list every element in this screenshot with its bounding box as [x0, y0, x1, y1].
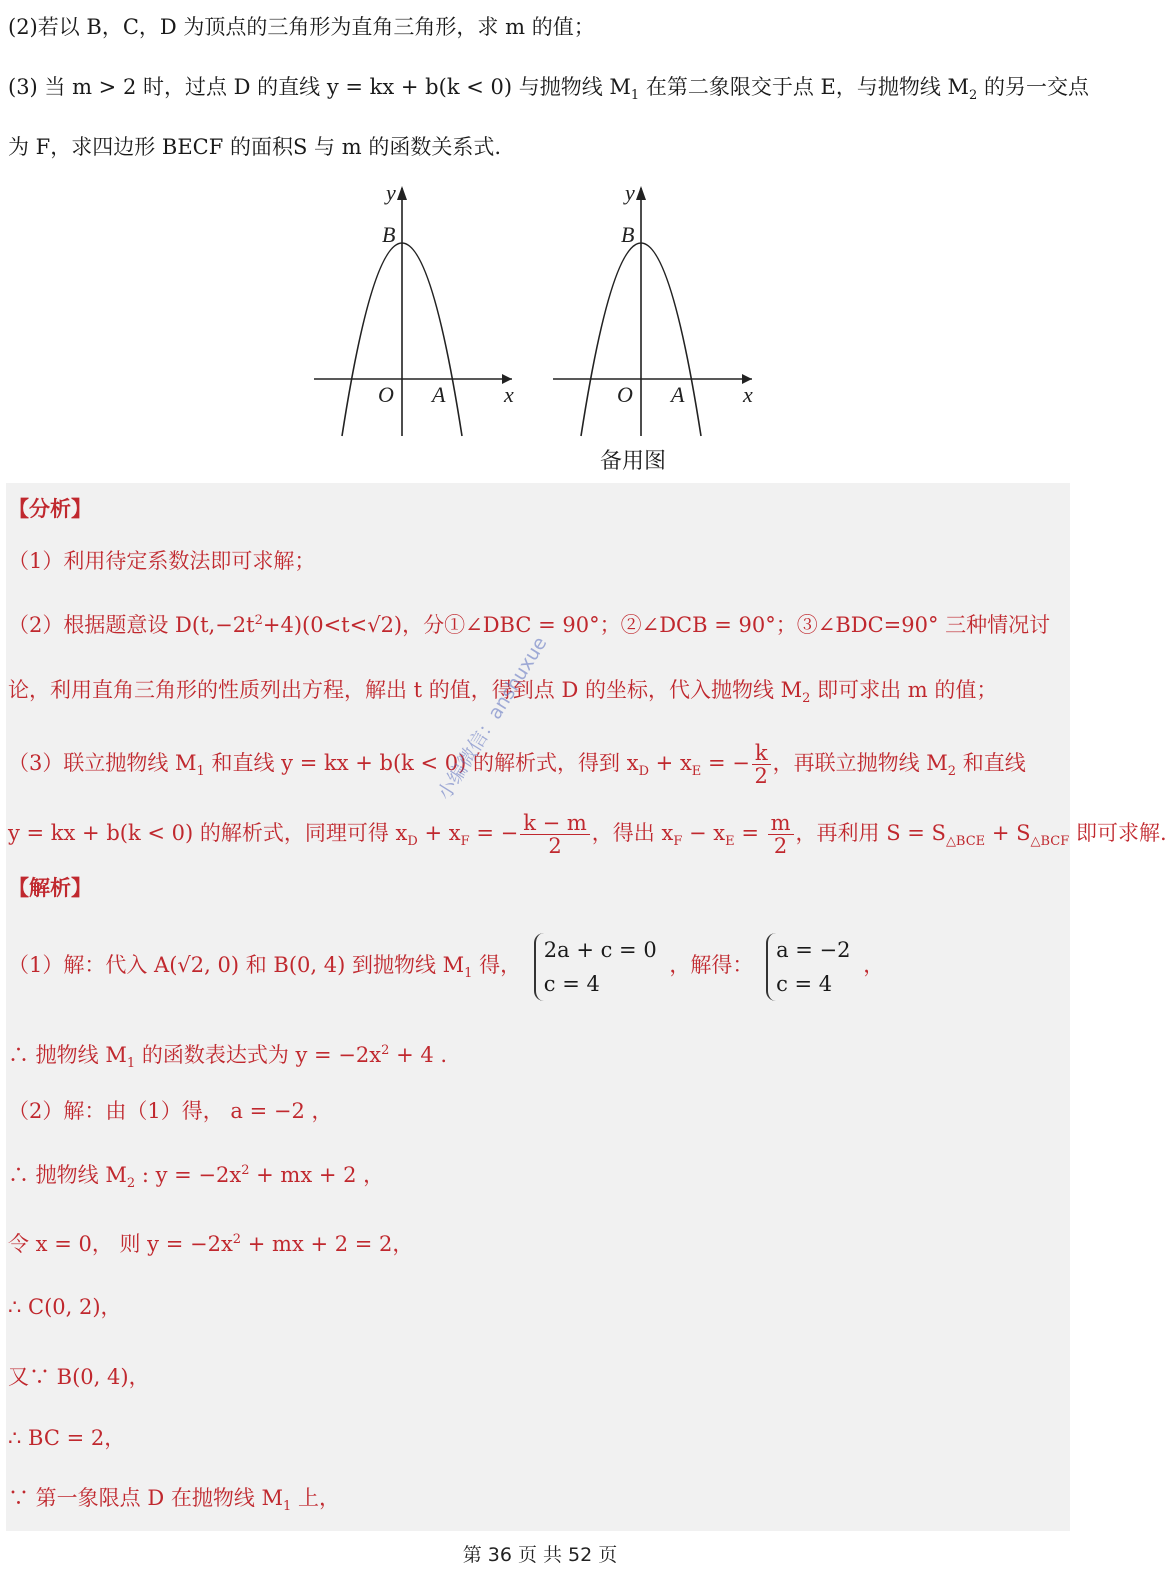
- solution-heading: 【解析】: [8, 875, 92, 900]
- solution-line-3: （2）解：由（1）得， a = −2 ，: [8, 1099, 333, 1123]
- analysis-p3-line-2: y = kx + b(k < 0) 的解析式，同理可得 $x_D + x_F$ = − $\frac{k - m}{2}$ ，得出 $x_F - x_E$ = $\frac{m}{2}$ ，再利用 $S = S_{\triangle BCE} + S_{\triangle BCF}$ 即可求解.: [8, 811, 1167, 858]
- question-part-2: (2)若以 B，C，D 为顶点的三角形为直角三角形，求 m 的值；: [8, 15, 595, 39]
- question-part-3-line-1: (3) 当 m > 2 时，过点 D 的直线 y = kx + b(k < 0) 与抛物线 $M_1$ 在第二象限交于点 E，与抛物线 $M_2$ 的另一交点: [8, 75, 1090, 104]
- equation-system-2: a = −2 c = 4: [766, 933, 850, 1001]
- equation-system-1: 2a + c = 0 c = 4: [534, 933, 657, 1001]
- solution-line-8: ∴ BC = 2，: [8, 1426, 126, 1450]
- graph2-label-a: A: [671, 382, 685, 407]
- graph-main: [314, 186, 512, 436]
- graph1-label-a: A: [432, 382, 446, 407]
- graph2-label-b: B: [621, 222, 635, 247]
- fraction-k-minus-m-over-2: $\frac{k - m}{2}$: [520, 812, 590, 857]
- solution-line-1: （1）解：代入 A(√2, 0) 和 B(0, 4) 到抛物线 $M_1$ 得， 2a + c = 0 c = 4 ，解得： a = −2 c = 4 ，: [8, 930, 884, 1009]
- graph2-label-x: x: [743, 382, 753, 407]
- solution-line-4: ∴ 抛物线 $M_2$ : $y = -2x^2$ + mx + 2 ，: [8, 1163, 385, 1192]
- analysis-heading: 【分析】: [8, 496, 92, 521]
- solution-line-5: 令 x = 0， 则 $y = -2x^2$ + mx + 2 = 2，: [8, 1232, 414, 1256]
- solution-line-7: 又∵ B(0, 4)，: [8, 1365, 150, 1389]
- watermark: 小编微信：anshuxue: [433, 632, 552, 804]
- parabola-figure: [0, 0, 1080, 480]
- solution-line-2: ∴ 抛物线 $M_1$ 的函数表达式为 $y = -2x^2 + 4$ .: [8, 1043, 448, 1072]
- question-part-3-line-2: 为 F，求四边形 BECF 的面积S 与 m 的函数关系式.: [8, 135, 501, 159]
- figure-caption: 备用图: [600, 449, 667, 474]
- fraction-k-over-2: $\frac{k}{2}$: [752, 742, 771, 787]
- analysis-p3-line-1: （3）联立抛物线 $M_1$ 和直线 y = kx + b(k < 0) 的解析式，得到 $x_D + x_E$ = − $\frac{k}{2}$ ，再联立抛物线 $M_2$ 和直线: [8, 741, 1026, 788]
- analysis-p2-line-2: 论，利用直角三角形的性质列出方程，解出 t 的值，得到点 D 的坐标，代入抛物线 $M_2$ 即可求出 m 的值；: [8, 678, 998, 707]
- analysis-p2-line-1: （2）根据题意设 $D(t,-2t^2+4)(0<t<√2)$，分①∠DBC = 90°；②∠DCB = 90°；③∠BDC=90° 三种情况讨: [8, 613, 1051, 637]
- solution-line-9: ∵ 第一象限点 D 在抛物线 $M_1$ 上，: [8, 1486, 341, 1515]
- page-footer: 第 36 页 共 52 页: [462, 1544, 618, 1566]
- graph1-label-x: x: [504, 382, 514, 407]
- fraction-m-over-2: $\frac{m}{2}$: [768, 812, 794, 857]
- graph1-label-y: y: [386, 180, 396, 205]
- graph2-label-y: y: [625, 180, 635, 205]
- graph2-label-o: O: [617, 382, 633, 407]
- analysis-p1: （1）利用待定系数法即可求解；: [8, 549, 316, 573]
- solution-line-6: ∴ C(0, 2)，: [8, 1295, 122, 1319]
- graph-spare: [553, 186, 752, 436]
- graph1-label-b: B: [382, 222, 396, 247]
- graph1-label-o: O: [378, 382, 394, 407]
